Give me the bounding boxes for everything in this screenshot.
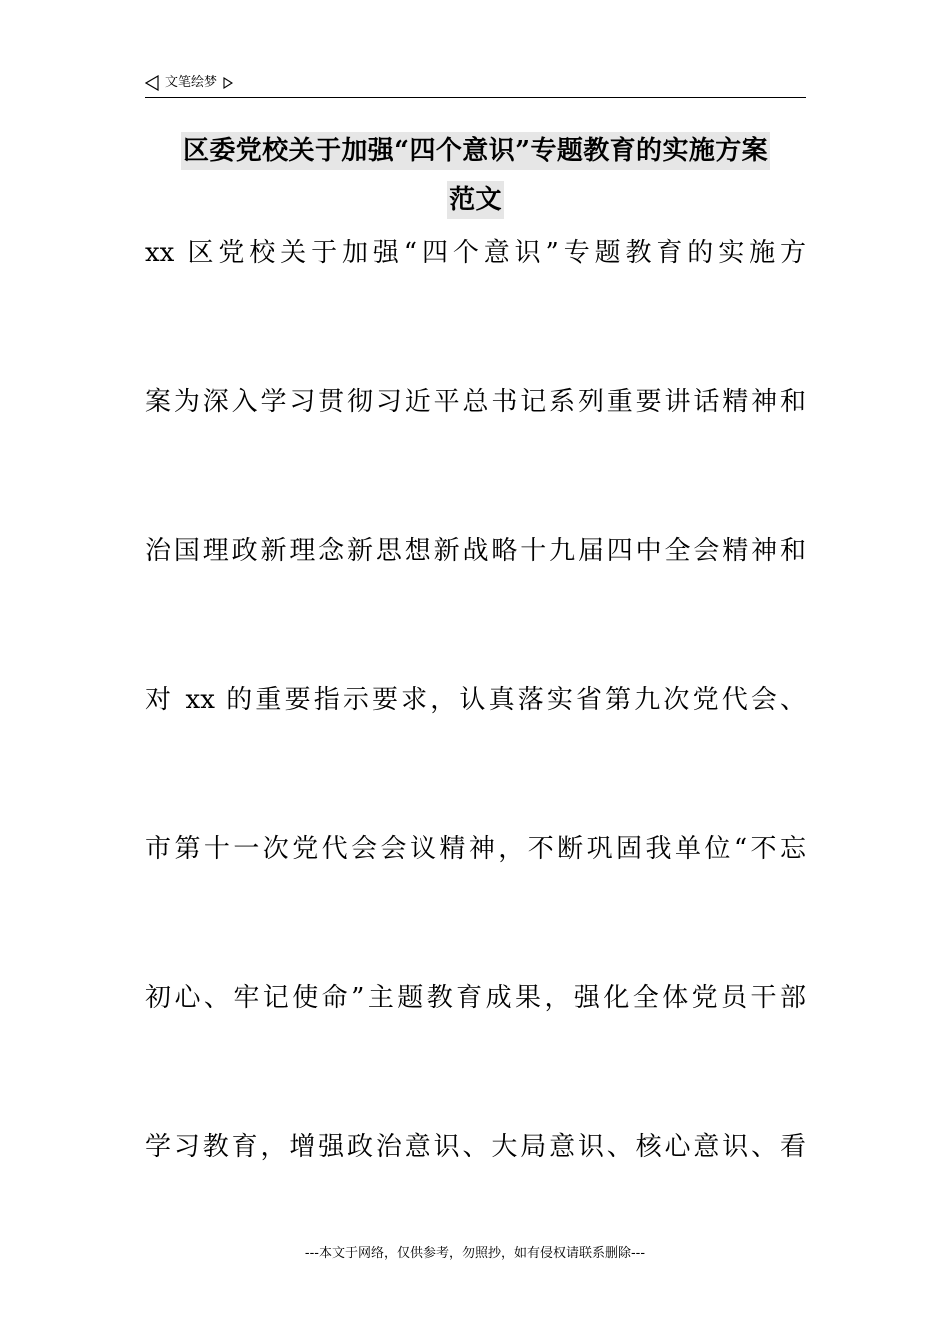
document-title (145, 132, 806, 170)
footer-disclaimer: ---本文于网络，仅供参考，勿照抄，如有侵权请联系删除--- (304, 1246, 646, 1261)
body-text-line: 学习教育，增强政治意识、大局意识、核心意识、看 (145, 1132, 806, 1162)
header-brand (145, 74, 233, 92)
body-text-line: 初心、牢记使命”主题教育成果，强化全体党员干部 (145, 983, 806, 1013)
title-line-1: 区委党校关于加强“四个意识”专题教育的实施方案 (181, 132, 770, 170)
left-triangle-icon (145, 75, 159, 91)
body-text-line: 对 xx 的重要指示要求，认真落实省第九次党代会、 (145, 685, 806, 715)
title-line-2: 范文 (447, 181, 504, 219)
right-triangle-icon (223, 77, 233, 89)
body-text-line: xx 区党校关于加强“四个意识”专题教育的实施方 (145, 238, 806, 268)
document-title-continued (145, 181, 806, 219)
body-text-line: 市第十一次党代会会议精神，不断巩固我单位“不忘 (145, 834, 806, 864)
page-header (145, 70, 806, 98)
body-text-line: 案为深入学习贯彻习近平总书记系列重要讲话精神和 (145, 387, 806, 417)
body-text-line: 治国理政新理念新思想新战略十九届四中全会精神和 (145, 536, 806, 566)
brand-text: 文笔绘梦 (165, 75, 218, 90)
